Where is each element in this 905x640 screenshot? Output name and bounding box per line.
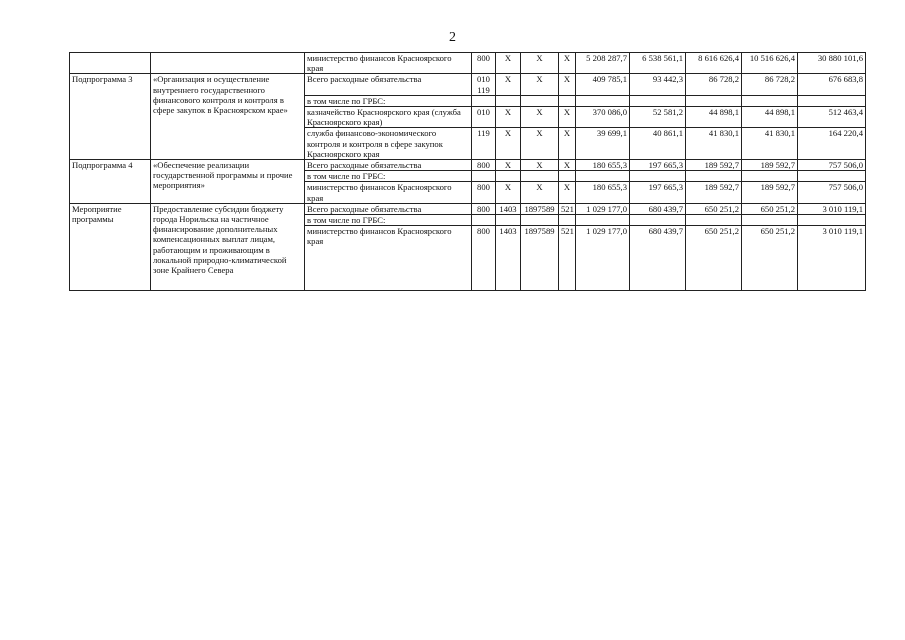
value-year4-cell bbox=[742, 171, 798, 182]
table-row bbox=[70, 203, 866, 214]
total-cell bbox=[798, 215, 866, 226]
csr-code-cell: X bbox=[521, 53, 559, 74]
value-year3-cell: 189 592,7 bbox=[686, 182, 742, 203]
vr-code-cell: X bbox=[559, 74, 576, 95]
value-year4-cell: 650 251,2 bbox=[742, 203, 798, 214]
value-year1-cell bbox=[576, 215, 630, 226]
program-name-cell bbox=[151, 53, 305, 74]
rzpr-code-cell: X bbox=[496, 182, 521, 203]
expense-label-cell: Всего расходные обязательства bbox=[305, 74, 472, 95]
vr-code-cell: 521 bbox=[559, 203, 576, 214]
csr-code-cell: 1897589 bbox=[521, 203, 559, 214]
value-year3-cell bbox=[686, 171, 742, 182]
vr-code-cell: X bbox=[559, 128, 576, 160]
category-cell: Подпрограмма 3 bbox=[70, 74, 151, 160]
csr-code-cell bbox=[521, 171, 559, 182]
csr-code-cell: X bbox=[521, 160, 559, 171]
value-year3-cell: 189 592,7 bbox=[686, 160, 742, 171]
program-name-cell: «Обеспечение реализации государственной программы и прочие мероприятия» bbox=[151, 160, 305, 204]
grbs-code-cell: 010 bbox=[472, 107, 496, 128]
value-year1-cell: 409 785,1 bbox=[576, 74, 630, 95]
value-year4-cell: 650 251,2 bbox=[742, 226, 798, 291]
value-year1-cell bbox=[576, 171, 630, 182]
total-cell: 757 506,0 bbox=[798, 160, 866, 171]
value-year2-cell: 6 538 561,1 bbox=[630, 53, 686, 74]
value-year4-cell: 86 728,2 bbox=[742, 74, 798, 95]
value-year4-cell: 44 898,1 bbox=[742, 107, 798, 128]
csr-code-cell: X bbox=[521, 128, 559, 160]
page-number: 2 bbox=[449, 30, 456, 45]
value-year2-cell: 40 861,1 bbox=[630, 128, 686, 160]
value-year3-cell: 8 616 626,4 bbox=[686, 53, 742, 74]
program-name-cell: «Организация и осуществление внутреннего государственного финансового контроля и контроля в сфере закупок в Красноярском крае» bbox=[151, 74, 305, 160]
value-year4-cell: 189 592,7 bbox=[742, 182, 798, 203]
value-year1-cell: 180 655,3 bbox=[576, 182, 630, 203]
vr-code-cell: X bbox=[559, 107, 576, 128]
total-cell: 676 683,8 bbox=[798, 74, 866, 95]
vr-code-cell bbox=[559, 215, 576, 226]
total-cell: 30 880 101,6 bbox=[798, 53, 866, 74]
value-year4-cell: 10 516 626,4 bbox=[742, 53, 798, 74]
value-year1-cell: 180 655,3 bbox=[576, 160, 630, 171]
expense-label-cell: Всего расходные обязательства bbox=[305, 203, 472, 214]
rzpr-code-cell bbox=[496, 95, 521, 106]
value-year1-cell bbox=[576, 95, 630, 106]
value-year2-cell bbox=[630, 215, 686, 226]
value-year1-cell: 1 029 177,0 bbox=[576, 203, 630, 214]
expense-label-cell: казначейство Красноярского края (служба Красноярского края) bbox=[305, 107, 472, 128]
rzpr-code-cell: X bbox=[496, 53, 521, 74]
total-cell bbox=[798, 95, 866, 106]
csr-code-cell: 1897589 bbox=[521, 226, 559, 291]
value-year2-cell: 52 581,2 bbox=[630, 107, 686, 128]
value-year2-cell: 93 442,3 bbox=[630, 74, 686, 95]
csr-code-cell: X bbox=[521, 74, 559, 95]
value-year3-cell: 86 728,2 bbox=[686, 74, 742, 95]
value-year2-cell: 680 439,7 bbox=[630, 226, 686, 291]
expense-label-cell: министерство финансов Красноярского края bbox=[305, 226, 472, 291]
grbs-code-cell bbox=[472, 215, 496, 226]
total-cell: 512 463,4 bbox=[798, 107, 866, 128]
rzpr-code-cell: X bbox=[496, 107, 521, 128]
vr-code-cell bbox=[559, 171, 576, 182]
expense-label-cell: Всего расходные обязательства bbox=[305, 160, 472, 171]
value-year1-cell: 1 029 177,0 bbox=[576, 226, 630, 291]
value-year3-cell: 650 251,2 bbox=[686, 203, 742, 214]
value-year1-cell: 370 086,0 bbox=[576, 107, 630, 128]
vr-code-cell bbox=[559, 95, 576, 106]
rzpr-code-cell: 1403 bbox=[496, 226, 521, 291]
expense-label-cell: служба финансово-экономического контроля и контроля в сфере закупок Красноярского края bbox=[305, 128, 472, 160]
category-cell bbox=[70, 53, 151, 74]
grbs-code-cell: 800 bbox=[472, 203, 496, 214]
table-row bbox=[70, 74, 866, 95]
value-year2-cell: 680 439,7 bbox=[630, 203, 686, 214]
grbs-code-cell bbox=[472, 171, 496, 182]
value-year3-cell: 41 830,1 bbox=[686, 128, 742, 160]
expense-label-cell: в том числе по ГРБС: bbox=[305, 171, 472, 182]
table-row bbox=[70, 160, 866, 171]
grbs-code-cell bbox=[472, 95, 496, 106]
value-year4-cell bbox=[742, 95, 798, 106]
value-year3-cell bbox=[686, 215, 742, 226]
category-cell: Подпрограмма 4 bbox=[70, 160, 151, 204]
rzpr-code-cell: X bbox=[496, 128, 521, 160]
rzpr-code-cell bbox=[496, 171, 521, 182]
rzpr-code-cell bbox=[496, 215, 521, 226]
rzpr-code-cell: 1403 bbox=[496, 203, 521, 214]
vr-code-cell: 521 bbox=[559, 226, 576, 291]
value-year1-cell: 39 699,1 bbox=[576, 128, 630, 160]
expense-label-cell: министерство финансов Красноярского края bbox=[305, 53, 472, 74]
value-year4-cell bbox=[742, 215, 798, 226]
csr-code-cell bbox=[521, 95, 559, 106]
vr-code-cell: X bbox=[559, 182, 576, 203]
budget-table bbox=[69, 52, 866, 291]
vr-code-cell: X bbox=[559, 53, 576, 74]
program-name-cell: Предоставление субсидии бюджету города Норильска на частичное финансирование дополнительных компенсационных выплат лицам, работающим и проживающим в локальной природно-климатической зоне Крайнего Севера bbox=[151, 203, 305, 290]
grbs-code-cell: 800 bbox=[472, 182, 496, 203]
grbs-code-cell: 119 bbox=[472, 128, 496, 160]
value-year2-cell: 197 665,3 bbox=[630, 182, 686, 203]
value-year3-cell: 650 251,2 bbox=[686, 226, 742, 291]
grbs-code-cell: 800 bbox=[472, 160, 496, 171]
value-year2-cell bbox=[630, 95, 686, 106]
csr-code-cell bbox=[521, 215, 559, 226]
csr-code-cell: X bbox=[521, 107, 559, 128]
category-cell: Мероприятие программы bbox=[70, 203, 151, 290]
expense-label-cell: в том числе по ГРБС: bbox=[305, 95, 472, 106]
total-cell: 164 220,4 bbox=[798, 128, 866, 160]
expense-label-cell: министерство финансов Красноярского края bbox=[305, 182, 472, 203]
rzpr-code-cell: X bbox=[496, 74, 521, 95]
value-year4-cell: 189 592,7 bbox=[742, 160, 798, 171]
grbs-code-cell: 010 119 bbox=[472, 74, 496, 95]
table-row bbox=[70, 53, 866, 74]
value-year3-cell: 44 898,1 bbox=[686, 107, 742, 128]
value-year2-cell bbox=[630, 171, 686, 182]
grbs-code-cell: 800 bbox=[472, 226, 496, 291]
rzpr-code-cell: X bbox=[496, 160, 521, 171]
value-year1-cell: 5 208 287,7 bbox=[576, 53, 630, 74]
total-cell bbox=[798, 171, 866, 182]
total-cell: 3 010 119,1 bbox=[798, 203, 866, 214]
total-cell: 3 010 119,1 bbox=[798, 226, 866, 291]
expense-label-cell: в том числе по ГРБС: bbox=[305, 215, 472, 226]
value-year4-cell: 41 830,1 bbox=[742, 128, 798, 160]
total-cell: 757 506,0 bbox=[798, 182, 866, 203]
value-year3-cell bbox=[686, 95, 742, 106]
vr-code-cell: X bbox=[559, 160, 576, 171]
grbs-code-cell: 800 bbox=[472, 53, 496, 74]
value-year2-cell: 197 665,3 bbox=[630, 160, 686, 171]
csr-code-cell: X bbox=[521, 182, 559, 203]
